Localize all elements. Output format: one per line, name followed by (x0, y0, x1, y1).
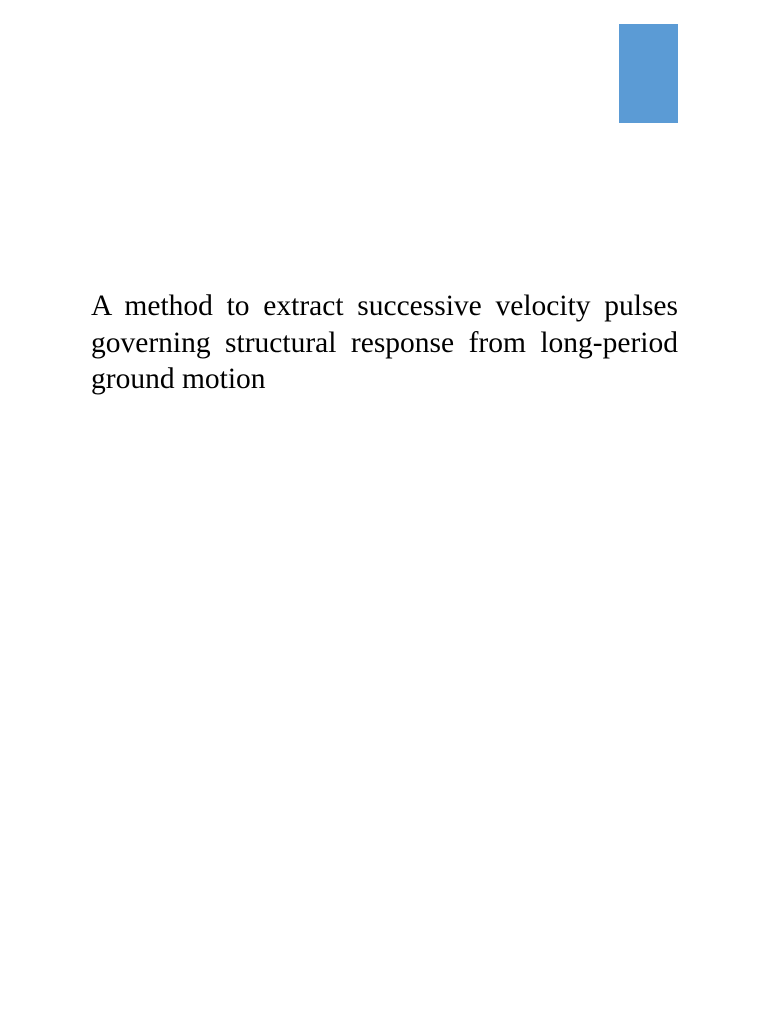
document-title: A method to extract successive velocity pulses governing structural response from long-period ground motion (91, 290, 678, 395)
accent-block (619, 24, 678, 123)
